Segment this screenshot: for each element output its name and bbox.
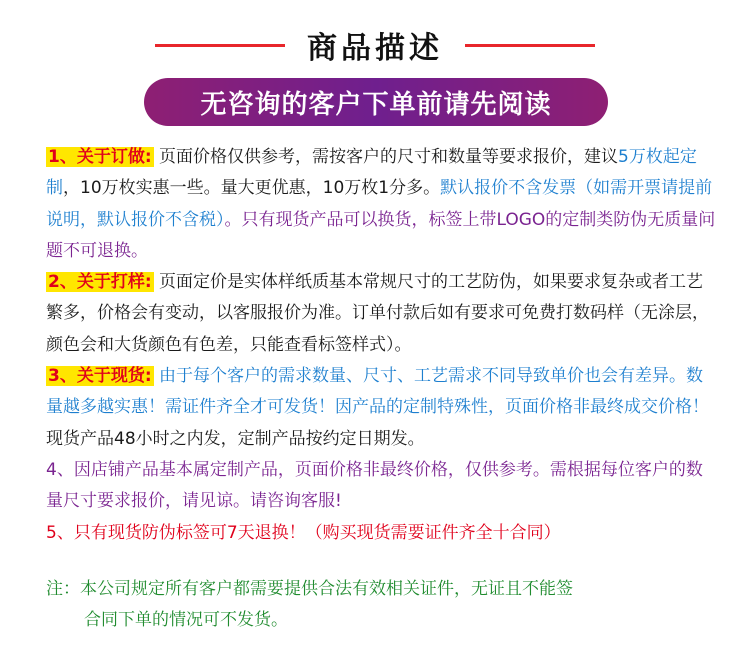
section-label: 3、关于现货: xyxy=(48,366,152,387)
section-text: 。只有现货产品可以换货，标签上带LOGO的定制类防伪无质量问题不可退换。 xyxy=(46,209,716,261)
note-line-1: 注：本公司规定所有客户都需要提供合法有效相关证件，无证且不能签 xyxy=(46,579,573,599)
section-stock xyxy=(46,361,716,455)
title-divider-right xyxy=(465,44,595,47)
section-text: ，10万枚实惠一些。量大更优惠，10万枚1分多。 xyxy=(63,178,441,199)
section-text: 由于每个客户的需求数量、尺寸、工艺需求不同导致单价也会有差异。数量越多越实惠！需证件齐全才可发货！因产品的定制特殊性，页面价格非最终成交价格！ xyxy=(46,366,709,418)
section-label: 2、关于打样: xyxy=(48,272,152,293)
section-text: 5万枚起定制 xyxy=(46,147,697,199)
section-text: 默认报价不含发票（如需开票请提前说明，默认报价不含税） xyxy=(46,178,713,230)
section-text: 页面定价是实体样纸质基本常规尺寸的工艺防伪，如果要求复杂或者工艺繁多，价格会有变动，以客服报价为准。订单付款后如有要求可免费打数码样（无涂层，颜色会和大货颜色有色差，只能查看标签样式）。 xyxy=(46,272,709,355)
item-5: 5、只有现货防伪标签可7天退换！（购买现货需要证件齐全十合同） xyxy=(46,522,561,543)
section-text: 现货产品48小时之内发，定制产品按约定日期发。 xyxy=(46,428,425,449)
title-row xyxy=(0,22,750,68)
section-text: 页面价格仅供参考，需按客户的尺寸和数量等要求报价，建议 xyxy=(153,147,619,167)
section-sampling xyxy=(46,267,716,361)
note-line-2: 合同下单的情况可不发货。 xyxy=(84,610,288,630)
section-label: 1、关于订做: xyxy=(48,147,152,167)
footer-note xyxy=(46,574,726,636)
page-title: 商品描述 xyxy=(307,31,443,66)
section-ordering xyxy=(46,142,716,267)
notice-banner: 无咨询的客户下单前请先阅读 xyxy=(144,78,608,126)
description-content xyxy=(46,142,716,549)
item-4: 4、因店铺产品基本属定制产品，页面价格非最终价格，仅供参考。需根据每位客户的数量尺寸要求报价，请见谅。请咨询客服! xyxy=(46,459,703,512)
title-divider-left xyxy=(155,44,285,47)
